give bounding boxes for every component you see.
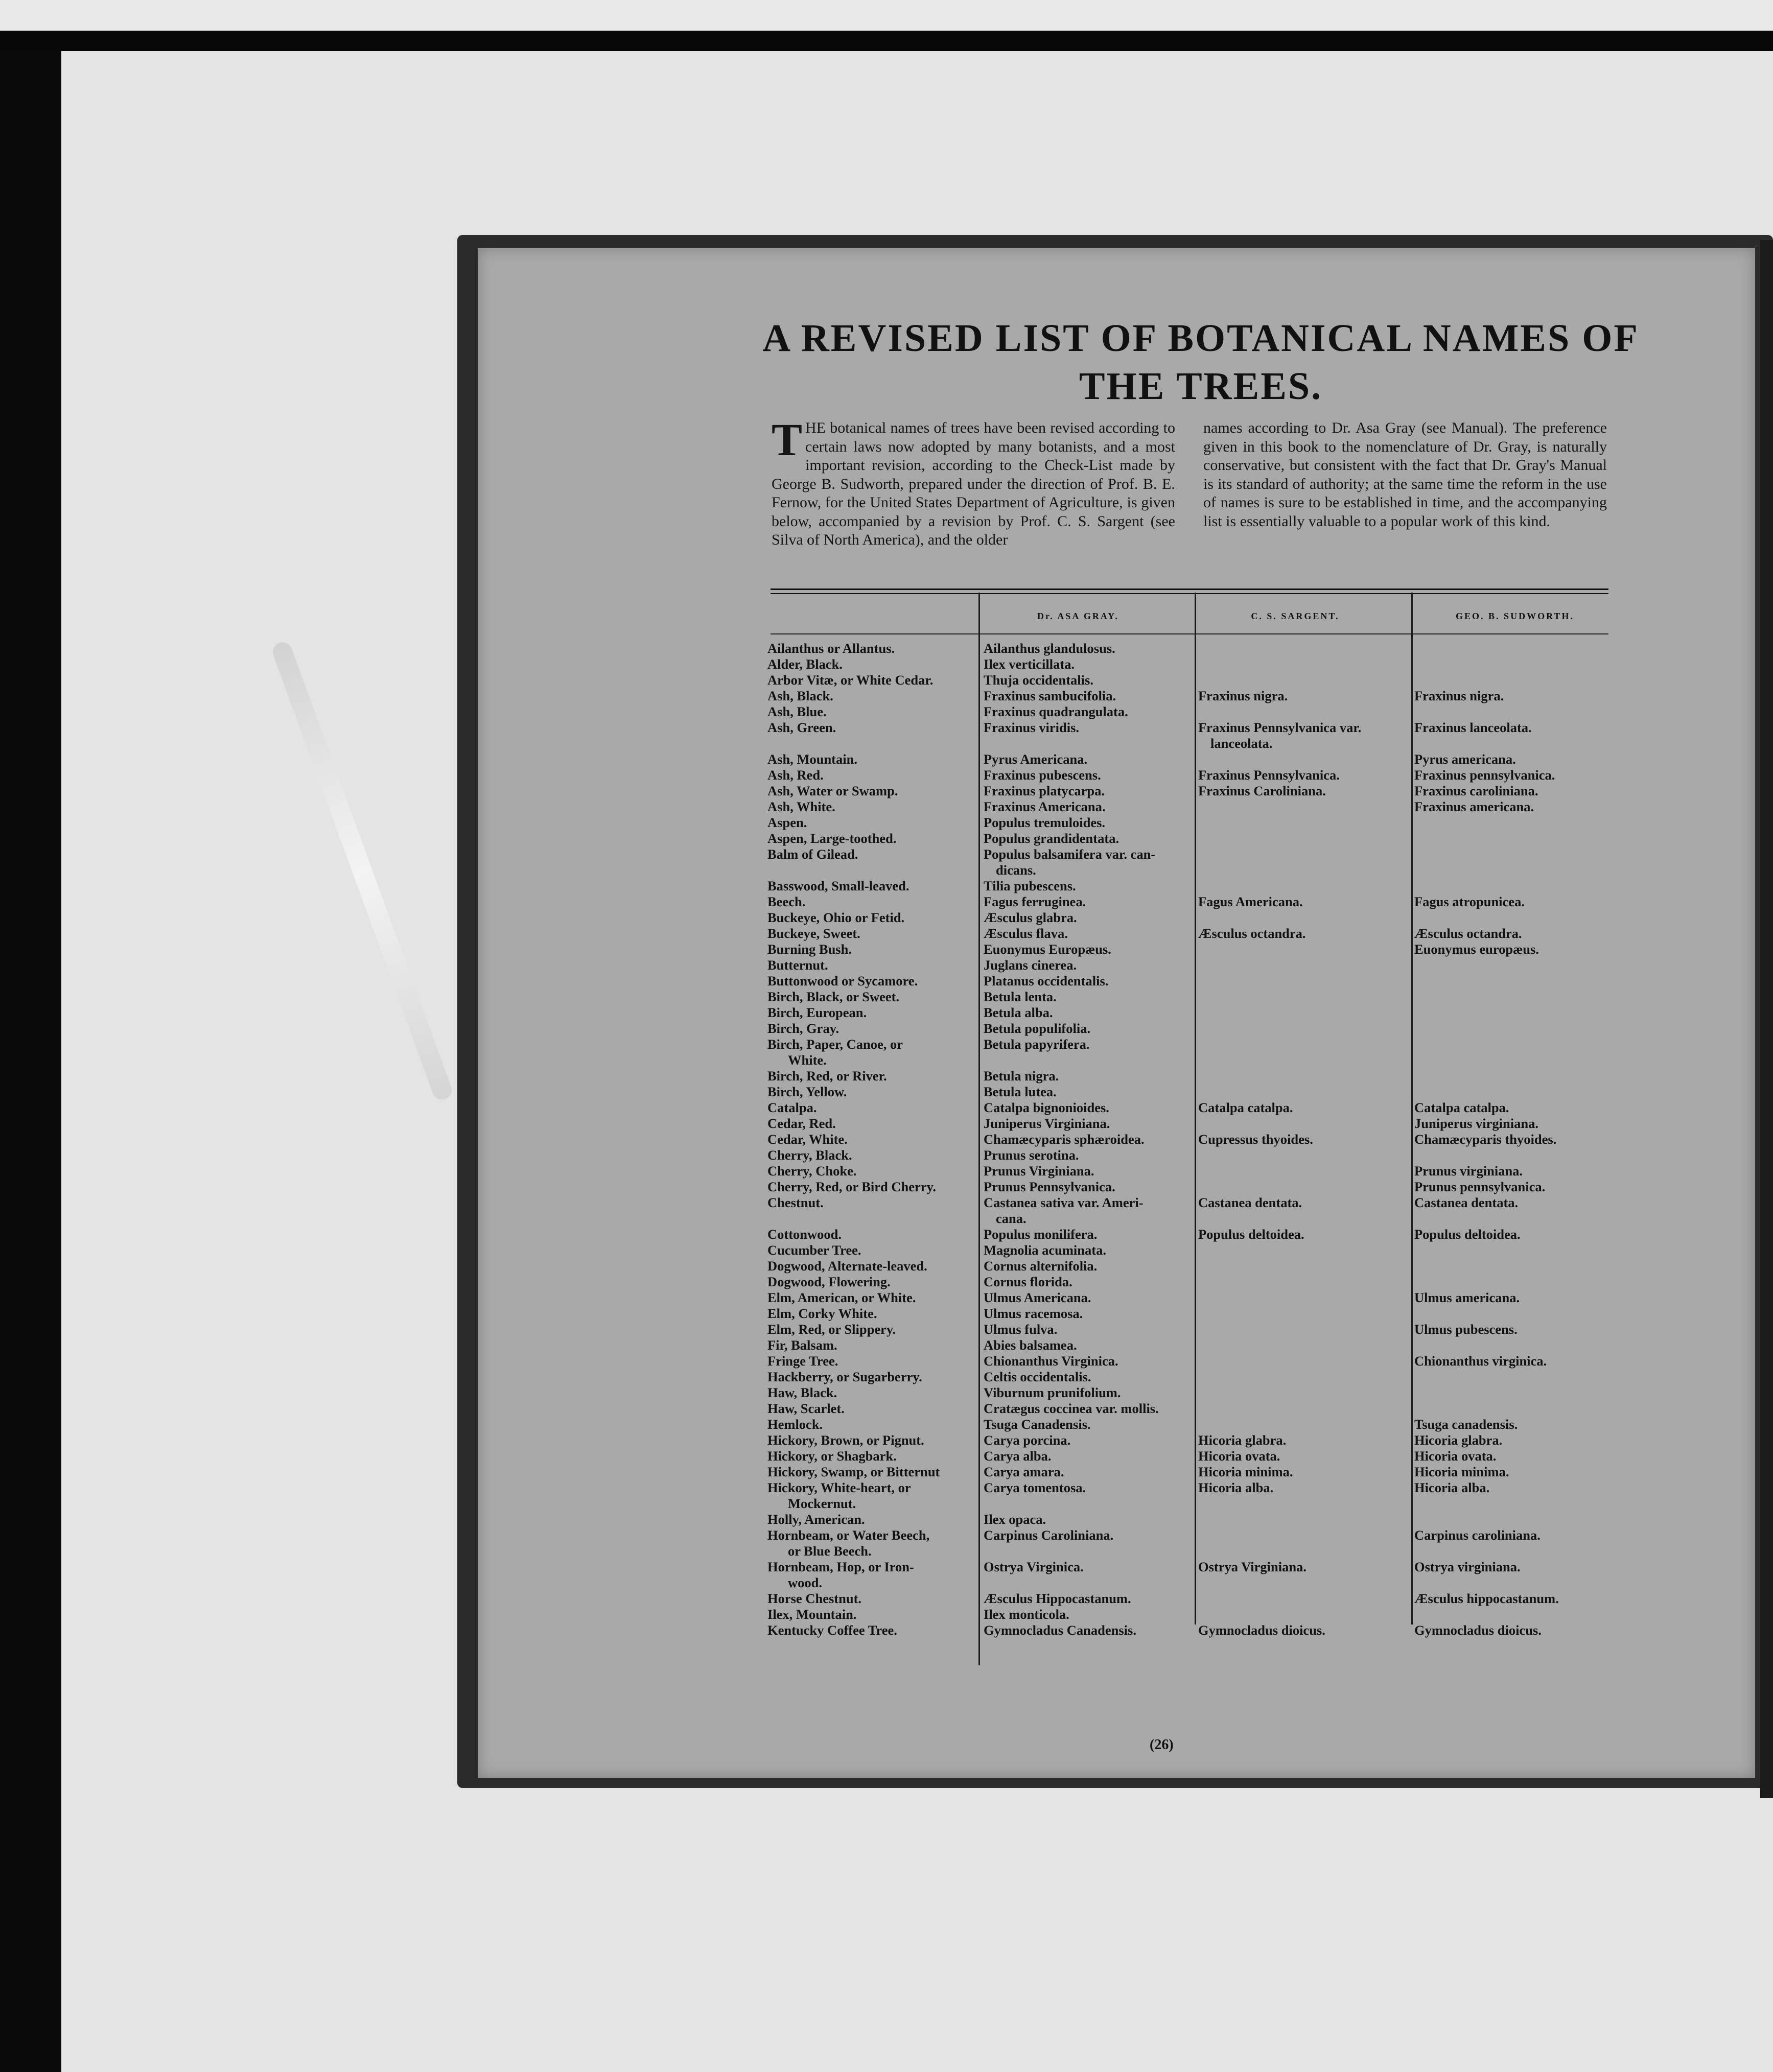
common-name-row-50: Holly, American. [767,1512,865,1527]
sudworth-name-row-32: Castanea dentata. [1414,1195,1519,1210]
sargent-name-row-49: Hicoria alba. [1198,1480,1274,1495]
gray-name-row-29: Prunus serotina. [984,1147,1079,1163]
gray-name-row-7: Fraxinus pubescens. [984,767,1101,783]
column-divider-1 [978,593,980,1665]
gray-name-row-48: Carya amara. [984,1464,1064,1479]
common-name-row-6: Ash, Mountain. [767,751,857,767]
facing-page-edge [1760,240,1773,1798]
column-header-sargent: C. S. SARGENT. [1251,611,1340,621]
sudworth-name-row-16: Æsculus octandra. [1414,926,1522,941]
common-name-row-19: Buttonwood or Sycamore. [767,973,918,988]
gray-name-row-28: Chamæcyparis sphæroidea. [984,1132,1145,1147]
gray-name-row-12: Populus balsamifera var. can- [984,846,1156,862]
gray-name-row-42: Celtis occidentalis. [984,1369,1091,1384]
sargent-name-row-32: Castanea dentata. [1198,1195,1302,1210]
gray-name-row-10: Populus tremuloides. [984,815,1106,830]
common-name-row-51: Hornbeam, or Water Beech, [767,1527,930,1543]
gray-name-row-25: Betula lutea. [984,1084,1057,1099]
common-name-row-37: Elm, American, or White. [767,1290,916,1305]
page-title: A REVISED LIST OF BOTANICAL NAMES OF THE TREES. [762,317,1639,408]
sudworth-name-row-45: Tsuga canadensis. [1414,1417,1518,1432]
gray-name-row-16: Æsculus flava. [984,926,1068,941]
gray-name-row-24: Betula nigra. [984,1068,1059,1084]
gray-name-row-26: Catalpa bignonioides. [984,1100,1109,1115]
gray-name-row-30: Prunus Virginiana. [984,1163,1094,1179]
common-name-row-29: Cherry, Black. [767,1147,852,1163]
common-name-row-35: Dogwood, Alternate-leaved. [767,1258,927,1274]
common-name-row-5: Ash, Green. [767,720,836,735]
common-name-row-15: Buckeye, Ohio or Fetid. [767,910,905,925]
sudworth-name-row-37: Ulmus americana. [1414,1290,1520,1305]
gray-name-row-38: Ulmus racemosa. [984,1306,1083,1321]
gray-name-row-18: Juglans cinerea. [984,957,1077,973]
common-name-row-51-cont: or Blue Beech. [788,1543,872,1559]
gray-name-row-41: Chionanthus Virginica. [984,1353,1118,1369]
common-name-row-31: Cherry, Red, or Bird Cherry. [767,1179,936,1194]
common-name-row-4: Ash, Blue. [767,704,827,719]
common-name-row-49: Hickory, White-heart, or [767,1480,911,1495]
common-name-row-12: Balm of Gilead. [767,846,858,862]
gray-name-row-14: Fagus ferruginea. [984,894,1086,909]
common-name-row-43: Haw, Black. [767,1385,837,1400]
common-name-row-30: Cherry, Choke. [767,1163,857,1179]
gray-name-row-37: Ulmus Americana. [984,1290,1091,1305]
gray-name-row-46: Carya porcina. [984,1432,1071,1448]
page-number: (26) [1150,1737,1174,1753]
intro-paragraph-left [772,415,1175,550]
sargent-name-row-33: Populus deltoidea. [1198,1227,1304,1242]
column-header-gray: Dr. ASA GRAY. [1037,611,1119,621]
sudworth-name-row-27: Juniperus virginiana. [1414,1116,1538,1131]
sudworth-name-row-3: Fraxinus nigra. [1414,688,1504,703]
common-name-row-22: Birch, Gray. [767,1021,839,1036]
gray-name-row-3: Fraxinus sambucifolia. [984,688,1116,703]
gray-name-row-52: Ostrya Virginica. [984,1559,1084,1574]
intro-paragraph-right: names according to Dr. Asa Gray (see Manual). The preference given in this book to the nomenclature of Dr. Gray, is naturally conservative, but consistent with the fact that Dr. Gray's Manual is its standard of authority; at the same time the reform in the use of names is sure to be established in time, and the accompanying list is essentially valuable to a popular work of this kind. [1203,419,1607,530]
gray-name-row-2: Thuja occidentalis. [984,672,1093,688]
sudworth-name-row-30: Prunus virginiana. [1414,1163,1523,1179]
common-name-row-21: Birch, European. [767,1005,867,1020]
gray-name-row-6: Pyrus Americana. [984,751,1088,767]
sudworth-name-row-8: Fraxinus caroliniana. [1414,783,1538,798]
sargent-name-row-26: Catalpa catalpa. [1198,1100,1293,1115]
sargent-name-row-5-cont: lanceolata. [1210,736,1273,751]
sudworth-name-row-7: Fraxinus pennsylvanica. [1414,767,1555,783]
common-name-row-25: Birch, Yellow. [767,1084,847,1099]
sargent-name-row-8: Fraxinus Caroliniana. [1198,783,1326,798]
common-name-row-47: Hickory, or Shagbark. [767,1448,897,1464]
film-border-left [0,51,61,2072]
common-name-row-28: Cedar, White. [767,1132,848,1147]
gray-name-row-51: Carpinus Caroliniana. [984,1527,1114,1543]
common-name-row-9: Ash, White. [767,799,835,814]
gray-name-row-44: Cratægus coccinea var. mollis. [984,1401,1159,1416]
gray-name-row-33: Populus monilifera. [984,1227,1098,1242]
sudworth-name-row-9: Fraxinus americana. [1414,799,1534,814]
film-border-top [0,0,1773,31]
gray-name-row-5: Fraxinus viridis. [984,720,1080,735]
sudworth-name-row-51: Carpinus caroliniana. [1414,1527,1541,1543]
common-name-row-41: Fringe Tree. [767,1353,838,1369]
common-name-row-42: Hackberry, or Sugarberry. [767,1369,922,1384]
gray-name-row-23: Betula papyrifera. [984,1037,1090,1052]
sargent-name-row-47: Hicoria ovata. [1198,1448,1280,1464]
sargent-name-row-55: Gymnocladus dioicus. [1198,1622,1325,1638]
gray-name-row-4: Fraxinus quadrangulata. [984,704,1128,719]
gray-name-row-21: Betula alba. [984,1005,1053,1020]
common-name-row-14: Beech. [767,894,806,909]
common-name-row-46: Hickory, Brown, or Pignut. [767,1432,924,1448]
gray-name-row-11: Populus grandidentata. [984,831,1119,846]
sudworth-name-row-41: Chionanthus virginica. [1414,1353,1547,1369]
table-header-rule [771,633,1608,634]
common-name-row-45: Hemlock. [767,1417,823,1432]
common-name-row-38: Elm, Corky White. [767,1306,877,1321]
common-name-row-3: Ash, Black. [767,688,833,703]
common-name-row-20: Birch, Black, or Sweet. [767,989,900,1004]
sargent-name-row-16: Æsculus octandra. [1198,926,1306,941]
gray-name-row-43: Viburnum prunifolium. [984,1385,1121,1400]
sudworth-name-row-48: Hicoria minima. [1414,1464,1509,1479]
common-name-row-33: Cottonwood. [767,1227,842,1242]
gray-name-row-1: Ilex verticillata. [984,656,1075,672]
gray-name-row-49: Carya tomentosa. [984,1480,1086,1495]
gray-name-row-22: Betula populifolia. [984,1021,1091,1036]
gray-name-row-9: Fraxinus Americana. [984,799,1106,814]
film-border-band [0,31,1773,51]
common-name-row-1: Alder, Black. [767,656,843,672]
gray-name-row-8: Fraxinus platycarpa. [984,783,1105,798]
column-divider-2 [1195,593,1196,1624]
gray-name-row-0: Ailanthus glandulosus. [984,641,1115,656]
gray-name-row-45: Tsuga Canadensis. [984,1417,1091,1432]
common-name-row-32: Chestnut. [767,1195,824,1210]
gray-name-row-32: Castanea sativa var. Ameri- [984,1195,1144,1210]
gray-name-row-19: Platanus occidentalis. [984,973,1109,988]
sudworth-name-row-49: Hicoria alba. [1414,1480,1490,1495]
sudworth-name-row-47: Hicoria ovata. [1414,1448,1497,1464]
sudworth-name-row-55: Gymnocladus dioicus. [1414,1622,1542,1638]
common-name-row-8: Ash, Water or Swamp. [767,783,898,798]
common-name-row-2: Arbor Vitæ, or White Cedar. [767,672,934,688]
drop-cap: T [772,415,803,465]
gray-name-row-32-cont: cana. [996,1211,1027,1226]
gray-name-row-27: Juniperus Virginiana. [984,1116,1110,1131]
common-name-row-7: Ash, Red. [767,767,824,783]
gray-name-row-54: Ilex monticola. [984,1607,1069,1622]
column-header-sudworth: GEO. B. SUDWORTH. [1456,611,1574,621]
common-name-row-48: Hickory, Swamp, or Bitternut [767,1464,940,1479]
intro-text-left: HE botanical names of trees have been revised according to certain laws now adopted by many botanists, and a most important revision, according to the Check-List made by George B. Sudworth, prepared under the direction of Prof. B. E. Fernow, for the United States Department of Agriculture, is given below, accompanied by a revision by Prof. C. S. Sargent (see Silva of North America), and the older [772,419,1175,548]
common-name-row-0: Ailanthus or Allantus. [767,641,895,656]
common-name-row-24: Birch, Red, or River. [767,1068,887,1084]
gray-name-row-50: Ilex opaca. [984,1512,1046,1527]
gray-name-row-20: Betula lenta. [984,989,1057,1004]
common-name-row-53: Horse Chestnut. [767,1591,862,1606]
sargent-name-row-48: Hicoria minima. [1198,1464,1293,1479]
common-name-row-26: Catalpa. [767,1100,817,1115]
gray-name-row-35: Cornus alternifolia. [984,1258,1098,1274]
gray-name-row-12-cont: dicans. [996,862,1036,878]
common-name-row-11: Aspen, Large-toothed. [767,831,897,846]
common-name-row-49-cont: Mockernut. [788,1496,856,1511]
sudworth-name-row-28: Chamæcyparis thyoides. [1414,1132,1557,1147]
sudworth-name-row-6: Pyrus americana. [1414,751,1516,767]
column-divider-3 [1411,593,1413,1624]
sudworth-name-row-17: Euonymus europæus. [1414,941,1539,957]
sudworth-name-row-5: Fraxinus lanceolata. [1414,720,1532,735]
sargent-name-row-14: Fagus Americana. [1198,894,1303,909]
common-name-row-54: Ilex, Mountain. [767,1607,857,1622]
common-name-row-16: Buckeye, Sweet. [767,926,860,941]
sargent-name-row-5: Fraxinus Pennsylvanica var. [1198,720,1362,735]
common-name-row-39: Elm, Red, or Slippery. [767,1322,896,1337]
sudworth-name-row-52: Ostrya virginiana. [1414,1559,1521,1574]
sudworth-name-row-46: Hicoria glabra. [1414,1432,1503,1448]
gray-name-row-36: Cornus florida. [984,1274,1072,1289]
sudworth-name-row-14: Fagus atropunicea. [1414,894,1525,909]
sargent-name-row-7: Fraxinus Pennsylvanica. [1198,767,1340,783]
common-name-row-23: Birch, Paper, Canoe, or [767,1037,903,1052]
gray-name-row-47: Carya alba. [984,1448,1052,1464]
common-name-row-44: Haw, Scarlet. [767,1401,845,1416]
gray-name-row-53: Æsculus Hippocastanum. [984,1591,1131,1606]
sargent-name-row-52: Ostrya Virginiana. [1198,1559,1307,1574]
gray-name-row-40: Abies balsamea. [984,1337,1077,1353]
common-name-row-17: Burning Bush. [767,941,852,957]
sudworth-name-row-39: Ulmus pubescens. [1414,1322,1518,1337]
gray-name-row-15: Æsculus glabra. [984,910,1077,925]
gray-name-row-13: Tilia pubescens. [984,878,1076,893]
gray-name-row-17: Euonymus Europæus. [984,941,1111,957]
common-name-row-36: Dogwood, Flowering. [767,1274,891,1289]
common-name-row-55: Kentucky Coffee Tree. [767,1622,897,1638]
common-name-row-52-cont: wood. [788,1575,823,1590]
sargent-name-row-28: Cupressus thyoides. [1198,1132,1313,1147]
common-name-row-52: Hornbeam, Hop, or Iron- [767,1559,914,1574]
gray-name-row-39: Ulmus fulva. [984,1322,1058,1337]
sudworth-name-row-53: Æsculus hippocastanum. [1414,1591,1559,1606]
sudworth-name-row-26: Catalpa catalpa. [1414,1100,1509,1115]
common-name-row-40: Fir, Balsam. [767,1337,837,1353]
common-name-row-23-cont: White. [788,1052,827,1068]
common-name-row-27: Cedar, Red. [767,1116,836,1131]
sargent-name-row-3: Fraxinus nigra. [1198,688,1288,703]
table-top-rule [771,588,1608,594]
common-name-row-18: Butternut. [767,957,828,973]
common-name-row-13: Basswood, Small-leaved. [767,878,909,893]
sudworth-name-row-33: Populus deltoidea. [1414,1227,1521,1242]
gray-name-row-34: Magnolia acuminata. [984,1242,1106,1258]
sudworth-name-row-31: Prunus pennsylvanica. [1414,1179,1546,1194]
gray-name-row-31: Prunus Pennsylvanica. [984,1179,1115,1194]
gray-name-row-55: Gymnocladus Canadensis. [984,1622,1136,1638]
sargent-name-row-46: Hicoria glabra. [1198,1432,1287,1448]
common-name-row-10: Aspen. [767,815,807,830]
common-name-row-34: Cucumber Tree. [767,1242,861,1258]
